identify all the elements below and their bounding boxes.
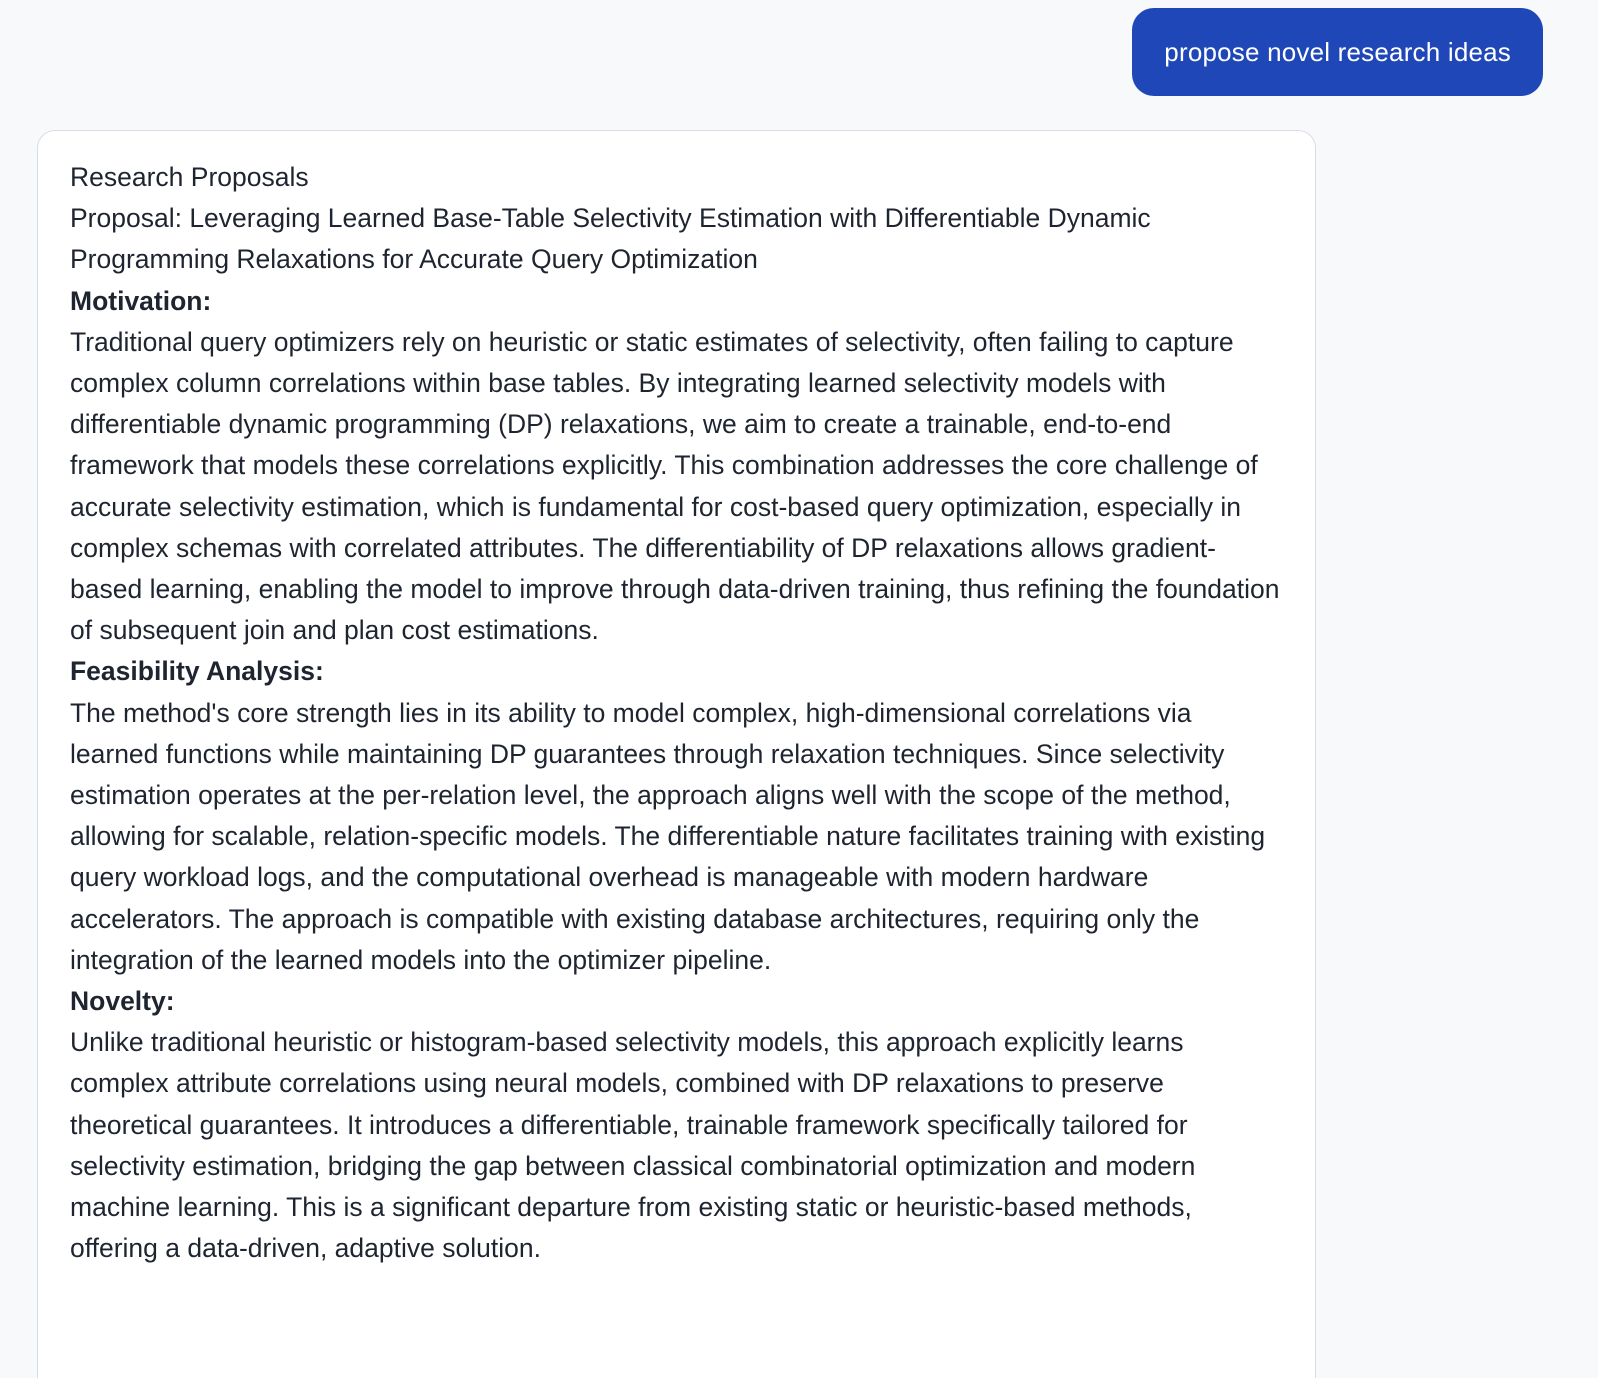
section-heading-novelty: Novelty: (70, 986, 175, 1017)
user-message-bubble: propose novel research ideas (1132, 8, 1543, 96)
response-title: Research Proposals (70, 162, 309, 192)
section-body-motivation: Traditional query optimizers rely on heuristic or static estimates of selectivity, often failing to capture complex column correlations within base tables. By integrating learned selectivity models with differentiable dynamic programming (DP) relaxations, we aim to create a trainable, end-to-end framework that models these correlations explicitly. This combination addresses the core challenge of accurate selectivity estimation, which is fundamental for cost-based query optimization, especially in complex schemas with correlated attributes. The differentiability of DP relaxations allows gradient-based learning, enabling the model to improve through data-driven training, thus refining the foundation of subsequent join and plan cost estimations. (70, 326, 1280, 646)
assistant-response-card (37, 130, 1316, 1378)
section-heading-feasibility: Feasibility Analysis: (70, 656, 324, 687)
section-body-feasibility: The method's core strength lies in its ability to model complex, high-dimensional correlations via learned functions while maintaining DP guarantees through relaxation techniques. Since selectivity estimation operates at the per-relation level, the approach aligns well with the scope of the method, allowing for scalable, relation-specific models. The differentiable nature facilitates training with existing query workload logs, and the computational overhead is manageable with modern hardware accelerators. The approach is compatible with existing database architectures, requiring only the integration of the learned models into the optimizer pipeline. (70, 697, 1266, 975)
proposal-title: Proposal: Leveraging Learned Base-Table Selectivity Estimation with Differentiable Dynamic Programming Relaxations for Accurate Query Optimization (70, 203, 1151, 275)
section-body-novelty: Unlike traditional heuristic or histogram-based selectivity models, this approach explicitly learns complex attribute correlations using neural models, combined with DP relaxations to preserve theoretical guarantees. It introduces a differentiable, trainable framework specifically tailored for selectivity estimation, bridging the gap between classical combinatorial optimization and modern machine learning. This is a significant departure from existing static or heuristic-based methods, offering a data-driven, adaptive solution. (70, 1027, 1196, 1264)
section-heading-motivation: Motivation: (70, 285, 212, 316)
